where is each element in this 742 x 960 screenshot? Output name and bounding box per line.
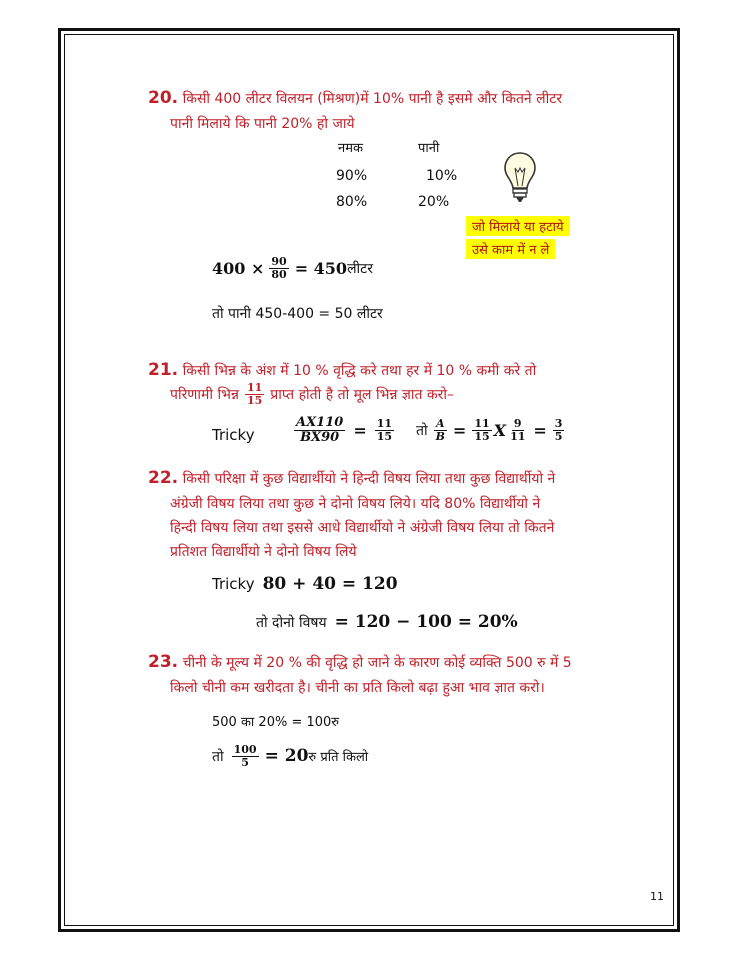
q22-text-3: हिन्दी विषय लिया तथा इससे आधे विद्यार्थीयो ने अंग्रेजी विषय लिया तो कितने: [170, 520, 555, 536]
q22-text-1: किसी परिक्षा में कुछ विद्यार्थीयो ने हिन्दी विषय लिया तथा कुछ विद्यार्थीयो ने: [182, 471, 556, 487]
q21-given-den: 15: [246, 393, 263, 407]
q21-eq1-num: AX110: [296, 415, 344, 430]
q21-eq2-c-den: 11: [510, 429, 526, 443]
q21-eq2-to: तो: [416, 422, 428, 439]
q20-calc-fraction: [269, 256, 288, 280]
q21-eq2-fraction-3-5: [553, 418, 565, 442]
q20-row1-col1: 90%: [336, 168, 368, 184]
q21-eq2-d-num: 3: [554, 417, 563, 430]
q21-eq2-c-num: 9: [513, 417, 522, 430]
q23-to: तो: [212, 748, 224, 765]
q21-eq2-fraction-9-11: [508, 418, 527, 442]
q23-result-unit: रु प्रति किलो: [308, 750, 369, 766]
q23-frac-den: 5: [241, 755, 249, 769]
q21-eq2-fraction-11-15: [472, 418, 491, 442]
q22-line1: [148, 468, 555, 488]
q22-number: 22.: [148, 468, 179, 488]
q21-text-2a: परिणामी भिन्न: [170, 386, 239, 403]
q21-line2: [170, 382, 454, 406]
q20-calc-den: 80: [271, 267, 287, 281]
q21-eq1-equals: =: [353, 420, 367, 440]
q21-eq2-a: A: [435, 417, 445, 430]
q20-line1: [148, 88, 562, 108]
q20-highlight-2: उसे काम में न ले: [466, 239, 555, 259]
q23-fraction: [232, 744, 259, 768]
q21-eq1-left-fraction: [294, 416, 345, 444]
q20-calc-unit: लीटर: [347, 260, 373, 277]
q21-eq1-den: BX90: [300, 429, 340, 445]
q20-row2-col2: 20%: [418, 194, 450, 210]
q21-line1: [148, 360, 536, 380]
q23-number: 23.: [148, 652, 179, 672]
q20-row1-col2: 10%: [426, 168, 458, 184]
q21-eq2-b-num: 11: [474, 417, 490, 430]
q20-calc-num: 90: [271, 255, 287, 268]
q20-text-1: किसी 400 लीटर विलयन (मिश्रण)में 10% पानी है इसमे और कितने लीटर: [182, 91, 563, 107]
q23-frac-num: 100: [233, 743, 257, 756]
q21-eq1-right-fraction: [375, 418, 394, 442]
q23-result-line: [212, 744, 368, 768]
q22-answer-lead: तो दोनो विषय: [256, 614, 327, 631]
q21-given-fraction: [245, 382, 264, 406]
q23-line1: [148, 652, 572, 672]
q21-text-1: किसी भिन्न के अंश में 10 % वृद्धि करे तथा हर में 10 % कमी करे तो: [182, 363, 537, 379]
page-number: 11: [650, 890, 664, 903]
q22-text-2: अंग्रेजी विषय लिया तथा कुछ ने दोनो विषय लिये। यदि 80% विद्यार्थीयो ने: [170, 496, 541, 512]
q20-text-2: पानी मिलाये कि पानी 20% हो जाये: [170, 116, 355, 132]
q22-tricky-label: Tricky: [212, 575, 255, 593]
q22-tricky-line: [212, 574, 398, 594]
q23-text-2: किलो चीनी कम खरीदता है। चीनी का प्रति किलो बढ़ा हुआ भाव ज्ञात करो।: [170, 680, 545, 696]
lightbulb-icon: [502, 150, 538, 206]
q20-col1-header: नमक: [338, 141, 363, 156]
q21-eq2-times: X: [493, 420, 507, 440]
q21-tricky-label: Tricky: [212, 426, 255, 444]
q21-eq2-equals-1: =: [452, 420, 467, 440]
q21-eq2-equals-2: =: [533, 420, 547, 440]
q21-eq1-rnum: 11: [376, 417, 393, 431]
q22-answer-line: [256, 612, 518, 632]
q23-result: = 20: [264, 746, 309, 767]
q20-calc-result: = 450: [294, 258, 348, 278]
q20-answer: तो पानी 450-400 = 50 लीटर: [212, 306, 383, 322]
q21-equation-2: [416, 418, 566, 442]
q20-row2-col1: 80%: [336, 194, 368, 210]
q21-eq2-ab-fraction: [434, 418, 447, 442]
q21-eq2-d-den: 5: [554, 429, 563, 443]
q23-text-1: चीनी के मूल्य में 20 % की वृद्धि हो जाने के कारण कोई व्यक्ति 500 रु में 5: [182, 655, 572, 671]
q22-text-4: प्रतिशत विद्यार्थीयो ने दोनो विषय लिये: [170, 544, 357, 560]
q23-step1: 500 का 20% = 100रु: [212, 715, 340, 730]
q21-eq2-b: B: [435, 429, 445, 443]
q22-tricky-equation: 80 + 40 = 120: [262, 574, 398, 594]
q21-eq2-b-den: 15: [474, 429, 490, 443]
q20-calc-lead: 400 ×: [212, 258, 265, 278]
q21-equation-1: [292, 416, 396, 444]
q21-number: 21.: [148, 360, 179, 380]
q21-given-num: 11: [246, 381, 263, 394]
q20-number: 20.: [148, 88, 179, 108]
q21-text-2b: प्राप्त होती है तो मूल भिन्न ज्ञात करो–: [270, 386, 455, 403]
q20-calculation: [212, 256, 373, 280]
q20-col2-header: पानी: [418, 141, 440, 156]
q21-eq1-rden: 15: [376, 429, 393, 443]
q20-highlight-1: जो मिलाये या हटाये: [466, 216, 570, 236]
q22-answer-equation: = 120 − 100 = 20%: [334, 612, 518, 632]
